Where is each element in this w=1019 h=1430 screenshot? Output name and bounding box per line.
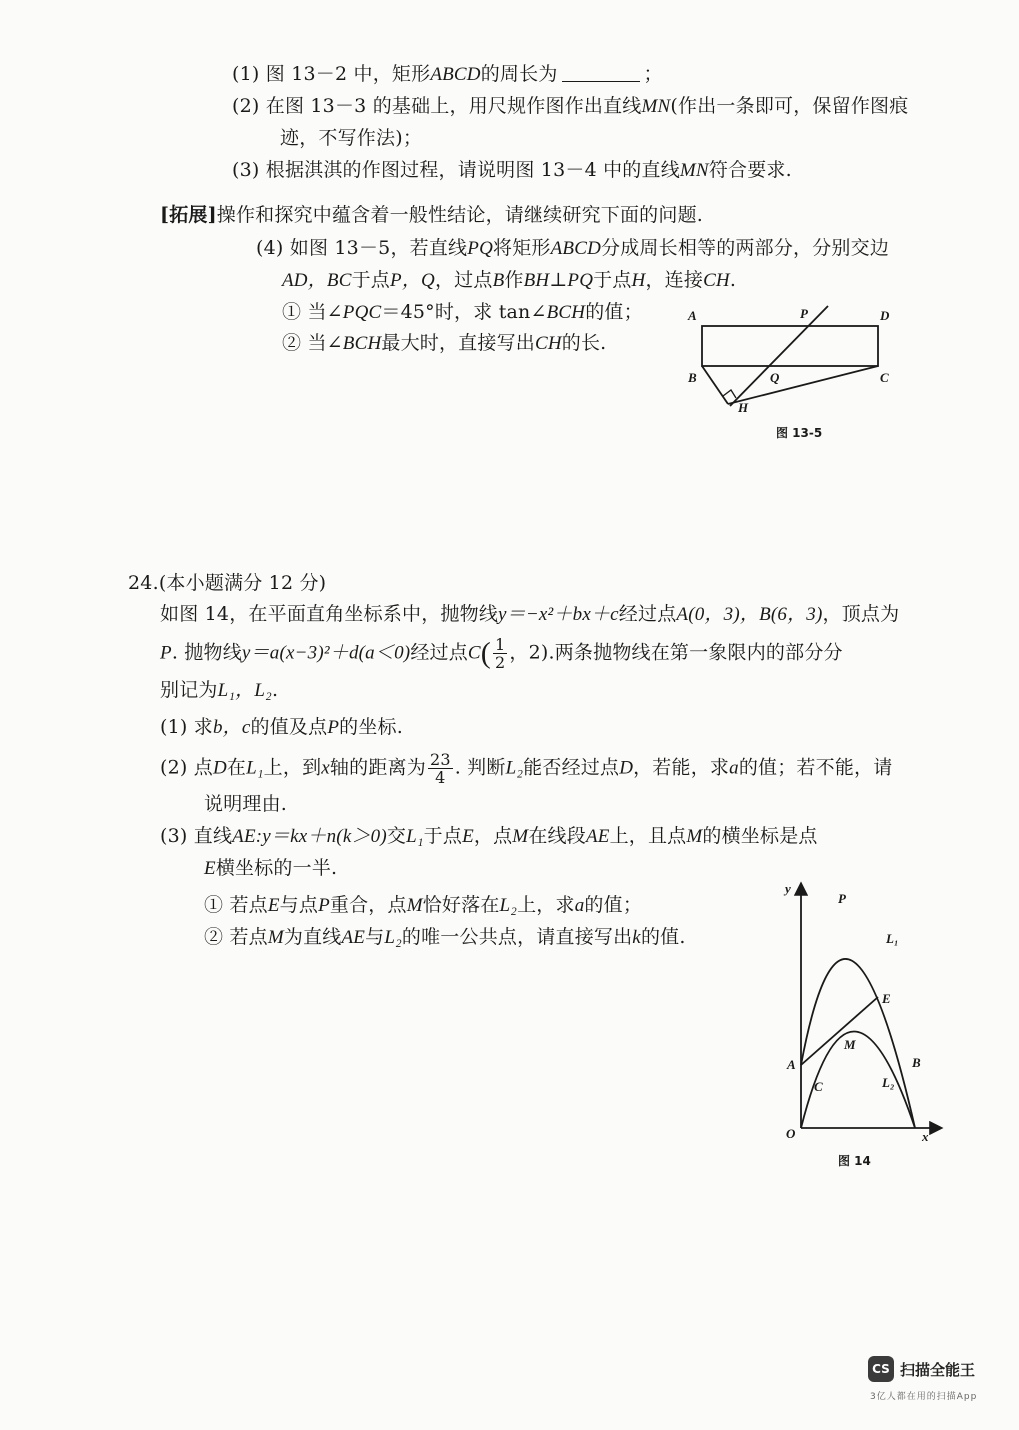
q23-part3: (3) 根据淇淇的作图过程，请说明图 13－4 中的直线MN符合要求. — [232, 159, 792, 181]
label-c: C — [880, 370, 889, 385]
figure-13-5 — [680, 300, 900, 429]
q24-part1: (1) 求b，c的值及点P的坐标. — [160, 716, 403, 738]
fraction-23-4: $\frac{23}{4}$ — [429, 750, 451, 787]
label-x: x — [922, 1129, 929, 1144]
parabola-l1 — [801, 959, 915, 1128]
q23-sub1: ① 当∠PQC＝45°时，求 tan∠BCH的值； — [282, 301, 643, 323]
q24-part2: (2) 点D在L₁上，到x轴的距离为 $\frac{23}{4}$ . 判断L₂能否经过点D，若能，求a的值；若不能，请 — [160, 750, 893, 787]
label-p: P — [838, 891, 846, 906]
answer-blank[interactable] — [562, 63, 640, 82]
label-p: P — [800, 306, 808, 321]
scanner-watermark — [868, 1356, 975, 1382]
right-angle-mark — [723, 390, 736, 398]
q24-part2-cont: 说明理由. — [204, 793, 288, 815]
cs-logo-icon: CS — [868, 1356, 894, 1382]
q24-intro-1: 如图 14，在平面直角坐标系中，抛物线y＝−x²＋bx＋c经过点A(0，3)，B(6，3)，顶点为 — [160, 603, 900, 625]
figure-14 — [780, 875, 950, 1149]
q24-header: 24.(本小题满分 12 分) — [128, 572, 327, 594]
q24-part3-cont: E横坐标的一半. — [204, 857, 338, 879]
segment-bh — [702, 366, 728, 404]
label-o: O — [786, 1126, 796, 1141]
label-a: A — [688, 308, 697, 323]
q24-intro-2: P. 抛物线y＝a(x−3)²＋d(a＜0)经过点C( $\frac{1}{2}$ ，2).两条抛物线在第一象限内的部分分 — [160, 635, 843, 672]
label-e: E — [882, 991, 891, 1006]
q23-part2: (2) 在图 13－3 的基础上，用尺规作图作出直线MN(作出一条即可，保留作图痕 — [232, 95, 909, 117]
figure-14-caption: 图 14 — [838, 1154, 871, 1168]
label-q: Q — [770, 370, 780, 385]
label-l1: L₁ — [886, 931, 899, 946]
label-a: A — [787, 1057, 796, 1072]
label-y: y — [785, 881, 791, 896]
q23-sub2: ② 当∠BCH最大时，直接写出CH的长. — [282, 332, 607, 354]
q24-intro-3: 别记为L₁，L₂. — [160, 679, 279, 701]
label-m: M — [844, 1037, 856, 1052]
fraction-one-half: $\frac{1}{2}$ — [495, 635, 506, 672]
label-h: H — [738, 400, 749, 415]
q24-sub2: ② 若点M为直线AE与L₂的唯一公共点，请直接写出k的值. — [204, 926, 686, 948]
label-c: C — [814, 1079, 823, 1094]
line-ae — [801, 997, 878, 1065]
q24-part3: (3) 直线AE:y＝kx＋n(k＞0)交L₁于点E，点M在线段AE上，且点M的横坐标是点 — [160, 825, 818, 847]
q23-extension: [拓展]操作和探究中蕴含着一般性结论，请继续研究下面的问题. — [160, 204, 704, 226]
label-b: B — [912, 1055, 921, 1070]
q23-part4-cont: AD，BC于点P，Q，过点B作BH⊥PQ于点H，连接CH. — [282, 269, 737, 291]
label-b: B — [688, 370, 697, 385]
brand-name: 扫描全能王 — [900, 1360, 976, 1379]
q24-sub1: ① 若点E与点P重合，点M恰好落在L₂上，求a的值； — [204, 894, 643, 916]
label-d: D — [880, 308, 890, 323]
q23-part4: (4) 如图 13－5，若直线PQ将矩形ABCD分成周长相等的两部分，分别交边 — [256, 237, 890, 259]
figure-13-5-caption: 图 13-5 — [776, 426, 823, 440]
q23-part1: (1) 图 13－2 中，矩形ABCD的周长为 ； — [232, 63, 663, 85]
q23-part2-cont: 迹，不写作法)； — [280, 127, 423, 149]
label-l2: L₂ — [882, 1075, 895, 1090]
brand-slogan: 3亿人都在用的扫描App — [870, 1392, 978, 1402]
